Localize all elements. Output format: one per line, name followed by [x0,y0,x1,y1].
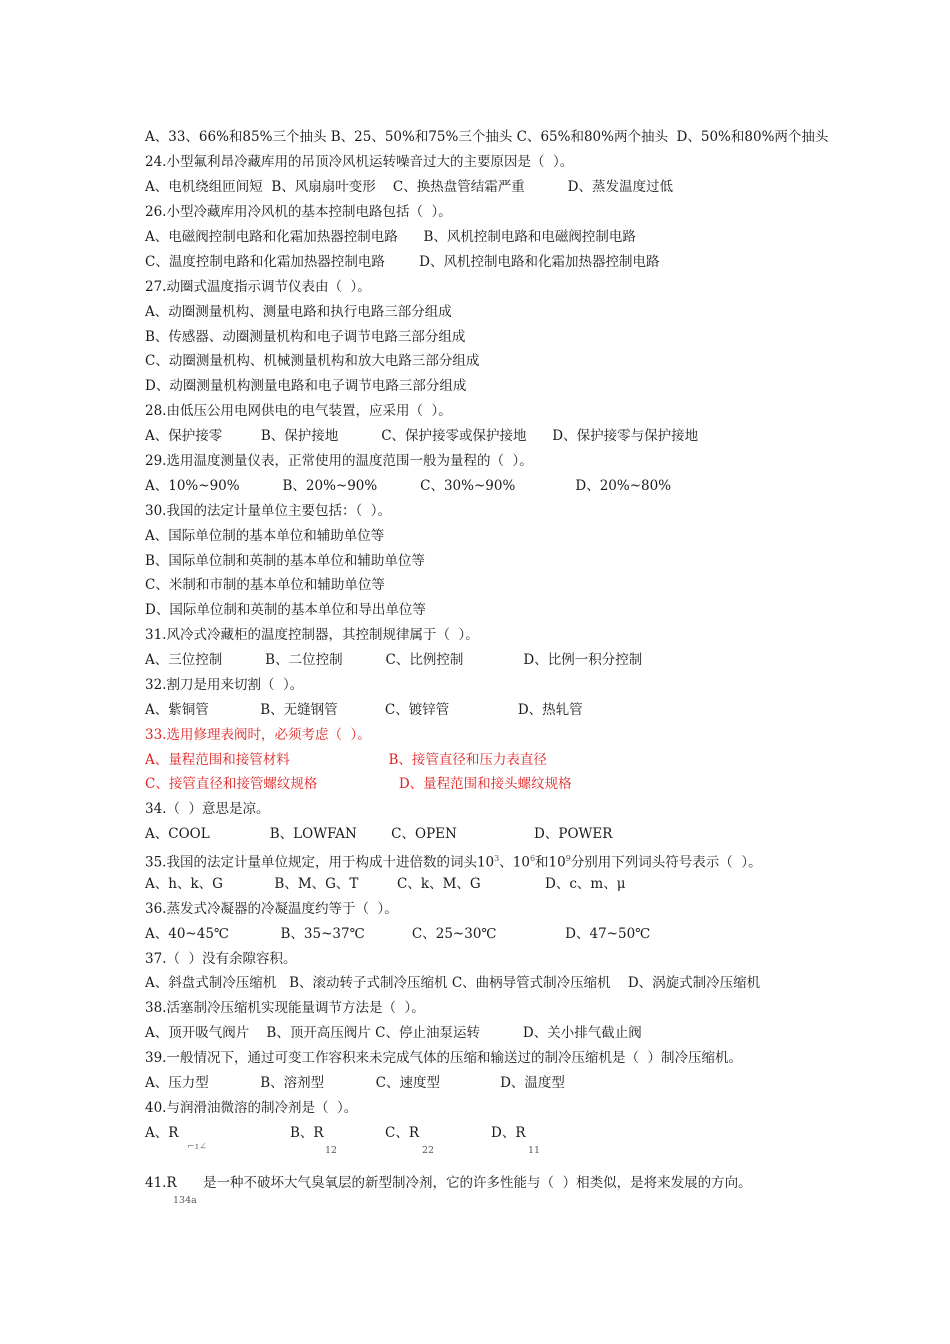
q39-question: 39.一般情况下，通过可变工作容积来未完成气体的压缩和输送过的制冷压缩机是（ ）制冷压缩机。 [145,1050,743,1066]
q26-question: 26.小型冷藏库用冷风机的基本控制电路包括（ ）。 [145,204,452,220]
q41-subscript: 134a [173,1195,197,1206]
q33-options-ab: A、量程范围和接管材料 B、接管直径和压力表直径 [145,752,547,768]
q41-prefix: 41.R [145,1175,177,1191]
q27-option-d: D、动圈测量机构测量电路和电子调节电路三部分组成 [145,378,467,394]
q35-options: A、h、k、G B、M、G、T C、k、M、G D、c、m、μ [145,876,626,892]
q30-option-c: C、米制和市制的基本单位和辅助单位等 [145,577,385,593]
q28-options: A、保护接零 B、保护接地 C、保护接零或保护接地 D、保护接零与保护接地 [145,428,699,444]
q27-option-c: C、动圈测量机构、机械测量机构和放大电路三部分组成 [145,353,480,369]
q37-question: 37.（ ）没有余隙容积。 [145,951,297,967]
q40-option-a-scribble: ⌐ ɪ ∠ [187,1142,206,1152]
q33-options-cd: C、接管直径和接管螺纹规格 D、量程范围和接头螺纹规格 [145,776,572,792]
q30-option-d: D、国际单位制和英制的基本单位和导出单位等 [145,602,426,618]
q40-option-b: B、R [290,1125,324,1141]
q27-question: 27.动圈式温度指示调节仪表由（ ）。 [145,279,371,295]
q33-question: 33.选用修理表阀时，必须考虑（ ）。 [145,727,371,743]
q26-options-ab: A、电磁阀控制电路和化霜加热器控制电路 B、风机控制电路和电磁阀控制电路 [145,229,636,245]
q37-options: A、斜盘式制冷压缩机 B、滚动转子式制冷压缩机 C、曲柄导管式制冷压缩机 D、涡旋式制冷压缩机 [145,975,761,991]
q29-question: 29.选用温度测量仪表，正常使用的温度范围一般为量程的（ ）。 [145,453,533,469]
q35-text-c: 和10 [535,854,566,871]
q27-option-a: A、动圈测量机构、测量电路和执行电路三部分组成 [145,304,452,320]
q29-options: A、10%~90% B、20%~90% C、30%~90% D、20%~80% [145,478,672,494]
q35-text-a: 35.我国的法定计量单位规定，用于构成十进倍数的词头10 [145,854,495,871]
q35-question [145,848,762,870]
q35-text-d: 分别用下列词头符号表示（ ）。 [570,854,762,871]
q35-exponent-1: 3 [494,854,500,863]
q35-exponent-2: 6 [529,854,536,863]
q40-option-b-subscript: 12 [325,1145,338,1156]
q27-option-b: B、传感器、动圈测量机构和电子调节电路三部分组成 [145,329,466,345]
q40-option-a: A、R [145,1125,179,1141]
q38-options: A、顶开吸气阀片 B、顶开高压阀片 C、停止油泵运转 D、关小排气截止阀 [145,1025,642,1041]
q30-option-a: A、国际单位制的基本单位和辅助单位等 [145,528,385,544]
q30-question: 30.我国的法定计量单位主要包括：（ ）。 [145,503,392,519]
q40-question: 40.与润滑油微溶的制冷剂是（ ）。 [145,1100,358,1116]
q26-options-cd: C、温度控制电路和化霜加热器控制电路 D、风机控制电路和化霜加热器控制电路 [145,254,660,270]
q40-option-c-subscript: 22 [422,1145,435,1156]
q28-question: 28.由低压公用电网供电的电气装置，应采用（ ）。 [145,403,452,419]
q40-options [145,1122,845,1156]
q36-options: A、40~45℃ B、35~37℃ C、25~30℃ D、47~50℃ [145,926,651,942]
q34-question: 34.（ ）意思是凉。 [145,801,270,817]
q31-question: 31.风冷式冷藏柜的温度控制器，其控制规律属于（ ）。 [145,627,479,643]
q34-options: A、COOL B、LOWFAN C、OPEN D、POWER [145,826,613,842]
q41-text: 是一种不破坏大气臭氧层的新型制冷剂，它的许多性能与（ ）相类似，是将来发展的方向。 [203,1175,752,1191]
q40-option-d: D、R [491,1125,526,1141]
q40-option-c: C、R [385,1125,419,1141]
q35-exponent-3: 9 [565,854,571,863]
q31-options: A、三位控制 B、二位控制 C、比例控制 D、比例一积分控制 [145,652,643,668]
q23-options: A、33、66%和85%三个抽头 B、25、50%和75%三个抽头 C、65%和80%两个抽头 D、50%和80%两个抽头 [145,129,829,145]
q39-options: A、压力型 B、溶剂型 C、速度型 D、温度型 [145,1075,565,1091]
q24-options: A、电机绕组匝间短 B、风扇扇叶变形 C、换热盘管结霜严重 D、蒸发温度过低 [145,179,673,195]
q30-option-b: B、国际单位制和英制的基本单位和辅助单位等 [145,553,425,569]
q32-question: 32.割刀是用来切割（ ）。 [145,677,304,693]
q35-text-b: 、10 [499,854,530,871]
q40-option-d-subscript: 11 [528,1145,541,1156]
q36-question: 36.蒸发式冷凝器的冷凝温度约等于（ ）。 [145,901,398,917]
q32-options: A、紫铜管 B、无缝钢管 C、镀锌管 D、热轧管 [145,702,583,718]
q24-question: 24.小型氟利昂冷藏库用的吊顶冷风机运转噪音过大的主要原因是（ ）。 [145,154,574,170]
q38-question: 38.活塞制冷压缩机实现能量调节方法是（ ）。 [145,1000,425,1016]
q41-question [145,1172,845,1206]
